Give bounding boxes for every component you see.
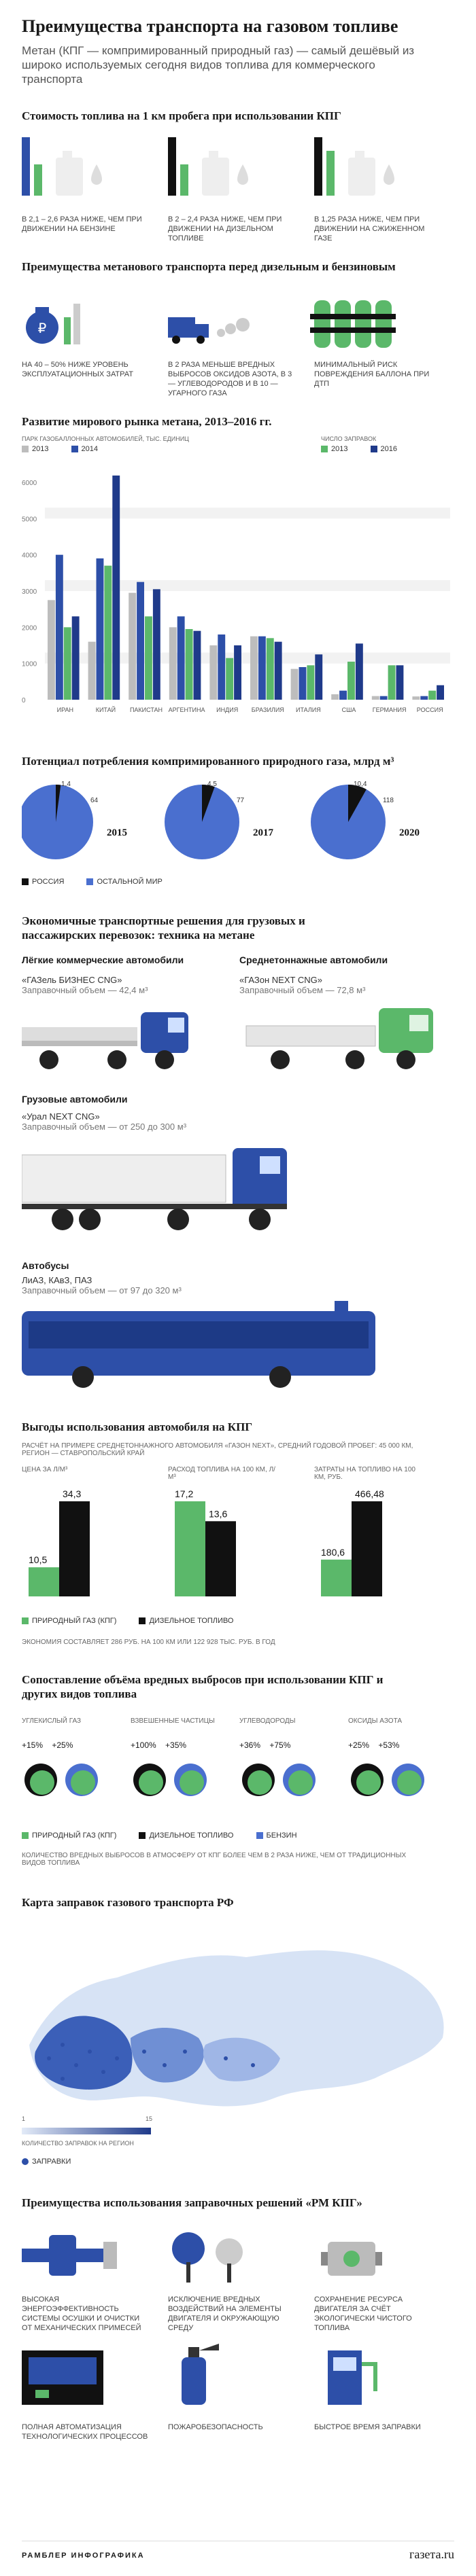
vehicles-section: [22, 914, 375, 942]
bar-Бразилия-3: [275, 642, 282, 700]
emission-label: УГЛЕКИСЛЫЙ ГАЗ: [22, 1717, 82, 1725]
benefit-bar-diesel: [59, 1501, 90, 1596]
benefit-gas-value: 17,2: [175, 1488, 194, 1499]
map-scale: [22, 2126, 158, 2137]
benefit-label-consumption: РАСХОД ТОПЛИВА НА 100 КМ, Л/М³: [168, 1466, 275, 1481]
map-heading: Карта заправок газового транспорта РФ: [22, 1896, 234, 1909]
solutions-icons-row-2: [22, 2337, 454, 2412]
gazelle-truck-icon: [22, 1012, 188, 1069]
header: [22, 16, 454, 86]
vehicle-buses-volume: Заправочный объем — от 97 до 320 м³: [22, 1285, 182, 1295]
footer-rambler[interactable]: РАМБЛЕР ИНФОГРАФИКА: [22, 2552, 145, 2560]
benefit-diesel-value: 466,48: [355, 1488, 384, 1499]
market-heading: Развитие мирового рынка метана, 2013–2016 гг.: [22, 415, 272, 428]
emissions-note: КОЛИЧЕСТВО ВРЕДНЫХ ВЫБРОСОВ В АТМОСФЕРУ ОТ КПГ БОЛЕЕ ЧЕМ В 2 РАЗА НИЖЕ, ЧЕМ ОТ ТРАДИЦИОННЫХ ВИДОВ ТОПЛИВА: [22, 1852, 407, 1867]
benefit-bar-gas: [29, 1567, 59, 1596]
x-tick-label: США: [341, 706, 356, 713]
legend-swatch: [22, 1832, 29, 1839]
advantage-item-costs: НА 40 – 50% НИЖЕ УРОВЕНЬ ЭКСПЛУАТАЦИОННЫХ ЗАТРАТ: [22, 361, 133, 378]
bar-Россия-1: [420, 696, 428, 700]
grid-band: [45, 507, 450, 518]
advantages-section: [22, 260, 454, 274]
svg-text:₽: ₽: [37, 321, 47, 336]
legend-russia: РОССИЯ: [32, 878, 65, 886]
benefit-label-price: ЦЕНА ЗА Л/М³: [22, 1466, 68, 1473]
grid-band: [45, 476, 450, 482]
potential-heading: Потенциал потребления компримированного природного газа, млрд м³: [22, 755, 394, 768]
bar-Италия-1: [299, 667, 307, 700]
map-section: [22, 1895, 454, 1910]
bar-Пакистан-3: [153, 589, 160, 700]
bar-Бразилия-0: [250, 637, 258, 700]
bar-Индия-0: [209, 645, 217, 700]
grid-band: [45, 544, 450, 555]
solution-item-fire-safety: ПОЖАРОБЕЗОПАСНОСТЬ: [168, 2423, 263, 2431]
legend-cng: ПРИРОДНЫЙ ГАЗ (КПГ): [32, 1617, 117, 1625]
potential-legend: [22, 878, 183, 886]
potential-section: [22, 754, 454, 768]
emission-circles: [22, 1755, 124, 1803]
benefits-heading: Выгоды использования автомобиля на КПГ: [22, 1420, 253, 1433]
legend-swatch: [22, 1617, 29, 1624]
emission-circles: [131, 1755, 233, 1803]
legend-swatch: [22, 878, 29, 885]
benefit-diesel-value: 34,3: [63, 1488, 82, 1499]
benefit-label-cost: ЗАТРАТЫ НА ТОПЛИВО НА 100 КМ, РУБ.: [314, 1466, 415, 1481]
bar-Бразилия-1: [258, 637, 266, 700]
y-tick-label: 4000: [22, 552, 37, 560]
emission-diesel: +36%: [239, 1740, 261, 1750]
bar-Италия-0: [291, 669, 299, 700]
y-tick-label: 1000: [22, 660, 37, 668]
x-tick-label: АРГЕНТИНА: [168, 706, 205, 713]
emission-diesel: +15%: [22, 1740, 44, 1750]
legend-swatch: [22, 446, 29, 452]
engine-icon: [321, 2242, 382, 2276]
legend-swatch: [139, 1832, 146, 1839]
bar-США-2: [347, 662, 355, 700]
vehicle-medium-title: Среднетоннажные автомобили: [239, 954, 388, 965]
benefit-bar-diesel: [352, 1501, 382, 1596]
emissions-legend: [22, 1831, 318, 1840]
money-bag-icon: [26, 304, 80, 344]
vehicle-light-model: «ГАЗель БИЗНЕС CNG»: [22, 975, 122, 985]
legend-swatch: [71, 446, 78, 452]
bar-Китай-0: [88, 642, 96, 700]
vehicle-row-3: [22, 1301, 454, 1396]
emission-petrol: +53%: [378, 1740, 400, 1750]
bar-Италия-3: [315, 654, 322, 700]
emission-petrol: +75%: [269, 1740, 291, 1750]
bar-Германия-1: [380, 696, 388, 700]
bar-США-1: [339, 691, 347, 700]
vehicle-light-volume: Заправочный объем — 42,4 м³: [22, 985, 148, 995]
emission-cng-circle: [288, 1770, 313, 1795]
potential-pies: [22, 774, 454, 870]
vehicle-medium-volume: Заправочный объем — 72,8 м³: [239, 985, 366, 995]
x-tick-label: ИТАЛИЯ: [296, 706, 321, 713]
advantages-icons: [22, 280, 454, 355]
bar-Пакистан-1: [137, 582, 144, 700]
benefits-section: [22, 1420, 454, 1457]
solution-item-engine: СОХРАНЕНИЕ РЕСУРСА ДВИГАТЕЛЯ ЗА СЧЁТ ЭКОЛОГИЧЕСКИ ЧИСТОГО ТОПЛИВА: [314, 2295, 412, 2332]
page-lead: Метан (КПГ — компримированный природный газ) — самый дешёвый из широко используемых сегодня видов топлива для коммерческого транспорта: [22, 44, 415, 86]
benefits-economy: ЭКОНОМИЯ СОСТАВЛЯЕТ 286 РУБ. НА 100 КМ ИЛИ 122 928 ТЫС. РУБ. В ГОД: [22, 1639, 275, 1646]
solutions-heading: Преимущества использования заправочных решений «РМ КПГ»: [22, 2196, 362, 2209]
scale-min: 1: [22, 2115, 26, 2122]
cost-heading: Стоимость топлива на 1 км пробега при использовании КПГ: [22, 109, 341, 122]
vehicle-trucks-model: «Урал NEXT CNG»: [22, 1111, 100, 1122]
x-tick-label: ГЕРМАНИЯ: [372, 706, 407, 713]
emission-group: [22, 1717, 124, 1806]
legend-cng: ПРИРОДНЫЙ ГАЗ (КПГ): [32, 1831, 117, 1840]
scale-max: 15: [146, 2115, 153, 2122]
scale-label: КОЛИЧЕСТВО ЗАПРАВОК НА РЕГИОН: [22, 2140, 134, 2147]
cost-item-petrol: В 2,1 – 2,6 РАЗА НИЖЕ, ЧЕМ ПРИ ДВИЖЕНИИ НА БЕНЗИНЕ: [22, 215, 142, 233]
gazon-truck-icon: [246, 1008, 433, 1069]
filter-pipe-icon: [22, 2235, 117, 2276]
legend-swatch: [139, 1617, 146, 1624]
advantage-item-emissions: В 2 РАЗА МЕНЬШЕ ВРЕДНЫХ ВЫБРОСОВ ОКСИДОВ АЗОТА, В 3 — УГЛЕВОДОРОДОВ И В 10 — УГАРНОГО ГАЗА: [168, 361, 292, 397]
bar-Пакистан-2: [145, 616, 152, 700]
pie-label-russia: 4,5: [207, 781, 217, 788]
y-tick-label: 5000: [22, 516, 37, 524]
x-tick-label: ПАКИСТАН: [129, 706, 163, 713]
emission-group: [239, 1717, 341, 1806]
x-tick-label: БРАЗИЛИЯ: [251, 706, 284, 713]
petrol-canister-icon: [22, 137, 102, 196]
legend-swatch: [371, 446, 377, 452]
bar-Иран-1: [56, 555, 63, 700]
cost-item-diesel: В 2 – 2,4 РАЗА НИЖЕ, ЧЕМ ПРИ ДВИЖЕНИИ НА ДИЗЕЛЬНОМ ТОПЛИВЕ: [168, 215, 282, 243]
vehicle-buses: [22, 1260, 294, 1295]
emission-label: УГЛЕВОДОРОДЫ: [239, 1717, 296, 1725]
y-tick-label: 6000: [22, 480, 37, 487]
legend-world: ОСТАЛЬНОЙ МИР: [97, 878, 163, 886]
russia-map: [22, 1922, 454, 2119]
pie-label-russia: 1,4: [61, 781, 71, 788]
vehicle-row-2: [22, 1141, 454, 1243]
pie-year: 2020: [399, 827, 420, 838]
bar-Иран-3: [72, 616, 80, 700]
bar-Иран-2: [64, 627, 71, 700]
vehicles-heading: Экономичные транспортные решения для грузовых и пассажирских перевозок: техника на метане: [22, 914, 305, 942]
bar-Италия-2: [307, 665, 314, 700]
pie-year: 2017: [253, 827, 273, 838]
footer-gazeta[interactable]: газета.ru: [409, 2547, 454, 2561]
emission-diesel: +100%: [131, 1740, 156, 1750]
x-tick-label: РОССИЯ: [416, 706, 443, 713]
bar-Аргентина-3: [194, 631, 201, 700]
benefit-gas-value: 180,6: [321, 1546, 345, 1558]
market-chart: [22, 476, 454, 734]
vehicle-light-title: Лёгкие коммерческие автомобили: [22, 954, 184, 965]
solutions-section: [22, 2196, 454, 2210]
bar-Бразилия-2: [267, 638, 274, 700]
bus-icon: [22, 1301, 375, 1388]
bar-Германия-2: [388, 665, 396, 700]
pie-year: 2015: [107, 827, 127, 838]
solution-item-efficiency: ВЫСОКАЯ ЭНЕРГОЭФФЕКТИВНОСТЬ СИСТЕМЫ ОСУШКИ И ОЧИСТКИ ОТ МЕХАНИЧЕСКИХ ПРИМЕСЕЙ: [22, 2295, 141, 2332]
station-swatch: [22, 2158, 29, 2165]
x-tick-label: ИРАН: [56, 706, 73, 713]
emission-diesel: +25%: [348, 1740, 370, 1750]
stations-label: ЗАПРАВКИ: [32, 2158, 71, 2166]
trees-icon: [172, 2232, 243, 2283]
cost-icons: [22, 130, 454, 212]
emissions-section: [22, 1672, 416, 1701]
y-tick-label: 3000: [22, 588, 37, 596]
emission-cng-circle: [71, 1770, 95, 1795]
benefit-bar-diesel: [205, 1521, 236, 1596]
bar-Россия-0: [412, 696, 420, 700]
advantages-heading: Преимущества метанового транспорта перед дизельным и бензиновым: [22, 260, 396, 273]
market-section: [22, 414, 454, 453]
bar-Россия-3: [437, 685, 444, 700]
fuel-dispenser-icon: [328, 2350, 375, 2405]
emission-cng-circle: [397, 1770, 422, 1795]
vehicle-row-1: [22, 999, 454, 1080]
advantage-item-safety: МИНИМАЛЬНЫЙ РИСК ПОВРЕЖДЕНИЯ БАЛЛОНА ПРИ ДТП: [314, 361, 430, 388]
bar-Китай-3: [112, 476, 120, 700]
benefit-bar-gas: [175, 1501, 205, 1596]
diesel-canister-icon: [168, 137, 248, 196]
bar-Германия-3: [396, 665, 404, 700]
emission-group: [131, 1717, 233, 1806]
pie-label-world: 64: [90, 797, 99, 804]
fleet-label: ПАРК ГАЗОБАЛЛОННЫХ АВТОМОБИЛЕЙ, ТЫС. ЕДИНИЦ: [22, 435, 189, 442]
emission-petrol: +35%: [165, 1740, 187, 1750]
pie-label-world: 118: [383, 797, 394, 804]
x-tick-label: ИНДИЯ: [216, 706, 239, 713]
y-tick-label: 0: [22, 697, 26, 704]
legend-2013-left: 2013: [32, 445, 49, 453]
legend-petrol: БЕНЗИН: [266, 1831, 297, 1840]
benefit-bar-gas: [321, 1560, 352, 1596]
bar-Иран-0: [48, 600, 55, 700]
bar-Аргентина-0: [169, 627, 177, 700]
cost-section: [22, 109, 454, 123]
legend-diesel: ДИЗЕЛЬНОЕ ТОПЛИВО: [149, 1617, 234, 1625]
bar-Аргентина-2: [186, 629, 193, 700]
bar-Пакистан-0: [129, 593, 136, 700]
emission-petrol: +25%: [52, 1740, 73, 1750]
bar-Аргентина-1: [177, 616, 185, 700]
emission-cng-circle: [356, 1770, 381, 1795]
vehicle-light: [22, 954, 226, 995]
stations-count-label: ЧИСЛО ЗАПРАВОК: [321, 435, 377, 442]
bar-Индия-3: [234, 645, 241, 700]
legend-2016: 2016: [380, 445, 398, 453]
emission-circles: [348, 1755, 450, 1803]
solutions-icons-row-1: [22, 2221, 454, 2289]
legend-2013-right: 2013: [331, 445, 348, 453]
bar-Индия-1: [218, 634, 225, 700]
vehicle-trucks-volume: Заправочный объем — от 250 до 300 м³: [22, 1122, 187, 1132]
emissions-groups: [22, 1717, 454, 1812]
bar-Китай-1: [97, 558, 104, 700]
cost-item-lpg: В 1,25 РАЗА НИЖЕ, ЧЕМ ПРИ ДВИЖЕНИИ НА СЖИЖЕННОМ ГАЗЕ: [314, 215, 425, 243]
bar-Индия-2: [226, 658, 233, 700]
legend-2014: 2014: [81, 445, 99, 453]
ural-truck-icon: [22, 1148, 287, 1230]
emission-cng-circle: [248, 1770, 272, 1795]
emission-circles: [239, 1755, 341, 1803]
emission-cng-circle: [30, 1770, 54, 1795]
benefits-legend: [22, 1617, 254, 1625]
legend-diesel: ДИЗЕЛЬНОЕ ТОПЛИВО: [149, 1831, 234, 1840]
solution-item-environment: ИСКЛЮЧЕНИЕ ВРЕДНЫХ ВОЗДЕЙСТВИЙ НА ЭЛЕМЕНТЫ ДВИГАТЕЛЯ И ОКРУЖАЮЩУЮ СРЕДУ: [168, 2295, 282, 2332]
map-legend: [22, 2158, 71, 2166]
page-title: Преимущества транспорта на газовом топливе: [22, 16, 398, 36]
vehicle-buses-title: Автобусы: [22, 1260, 69, 1271]
legend-swatch: [256, 1832, 263, 1839]
bar-США-3: [356, 643, 363, 700]
lpg-canister-icon: [314, 137, 394, 196]
emission-label: ОКСИДЫ АЗОТА: [348, 1717, 403, 1725]
pie-label-russia: 10,4: [354, 781, 367, 788]
pie-label-world: 77: [237, 797, 245, 804]
vehicle-medium: [239, 954, 443, 995]
x-tick-label: КИТАЙ: [95, 706, 116, 713]
solution-item-fast-refuel: БЫСТРОЕ ВРЕМЯ ЗАПРАВКИ: [314, 2423, 421, 2431]
benefit-gas-value: 10,5: [29, 1554, 48, 1566]
automation-panel-icon: [22, 2350, 103, 2405]
benefits-note: РАСЧЁТ НА ПРИМЕРЕ СРЕДНЕТОННАЖНОГО АВТОМОБИЛЯ «ГАЗОН NEXT», СРЕДНИЙ ГОДОВОЙ ПРОБЕГ: 45 000 КМ, РЕГИОН — СТАВРОПОЛЬСКИЙ КРАЙ: [22, 1442, 413, 1457]
gas-cylinders-icon: [310, 300, 396, 348]
benefits-chart: [22, 1488, 454, 1603]
vehicle-trucks-title: Грузовые автомобили: [22, 1094, 128, 1105]
exhaust-truck-icon: [168, 317, 250, 344]
vehicle-trucks: [22, 1094, 294, 1132]
legend-swatch: [86, 878, 93, 885]
y-tick-label: 2000: [22, 624, 37, 632]
emission-label: ВЗВЕШЕННЫЕ ЧАСТИЦЫ: [131, 1717, 215, 1725]
solution-item-automation: ПОЛНАЯ АВТОМАТИЗАЦИЯ ТЕХНОЛОГИЧЕСКИХ ПРОЦЕССОВ: [22, 2423, 148, 2441]
legend-swatch: [321, 446, 328, 452]
benefit-diesel-value: 13,6: [209, 1508, 228, 1520]
emission-cng-circle: [139, 1770, 163, 1795]
bar-Германия-0: [372, 696, 379, 700]
fire-extinguisher-icon: [182, 2344, 219, 2405]
vehicle-medium-model: «ГАЗон NEXT CNG»: [239, 975, 322, 985]
emission-group: [348, 1717, 450, 1806]
bar-Россия-2: [428, 691, 436, 700]
vehicle-buses-model: ЛиАЗ, КАвЗ, ПАЗ: [22, 1275, 92, 1285]
emission-cng-circle: [180, 1770, 204, 1795]
bar-Китай-2: [104, 566, 112, 700]
emissions-heading: Сопоставление объёма вредных выбросов при использовании КПГ и других видов топлива: [22, 1673, 384, 1700]
bar-США-0: [331, 694, 339, 700]
